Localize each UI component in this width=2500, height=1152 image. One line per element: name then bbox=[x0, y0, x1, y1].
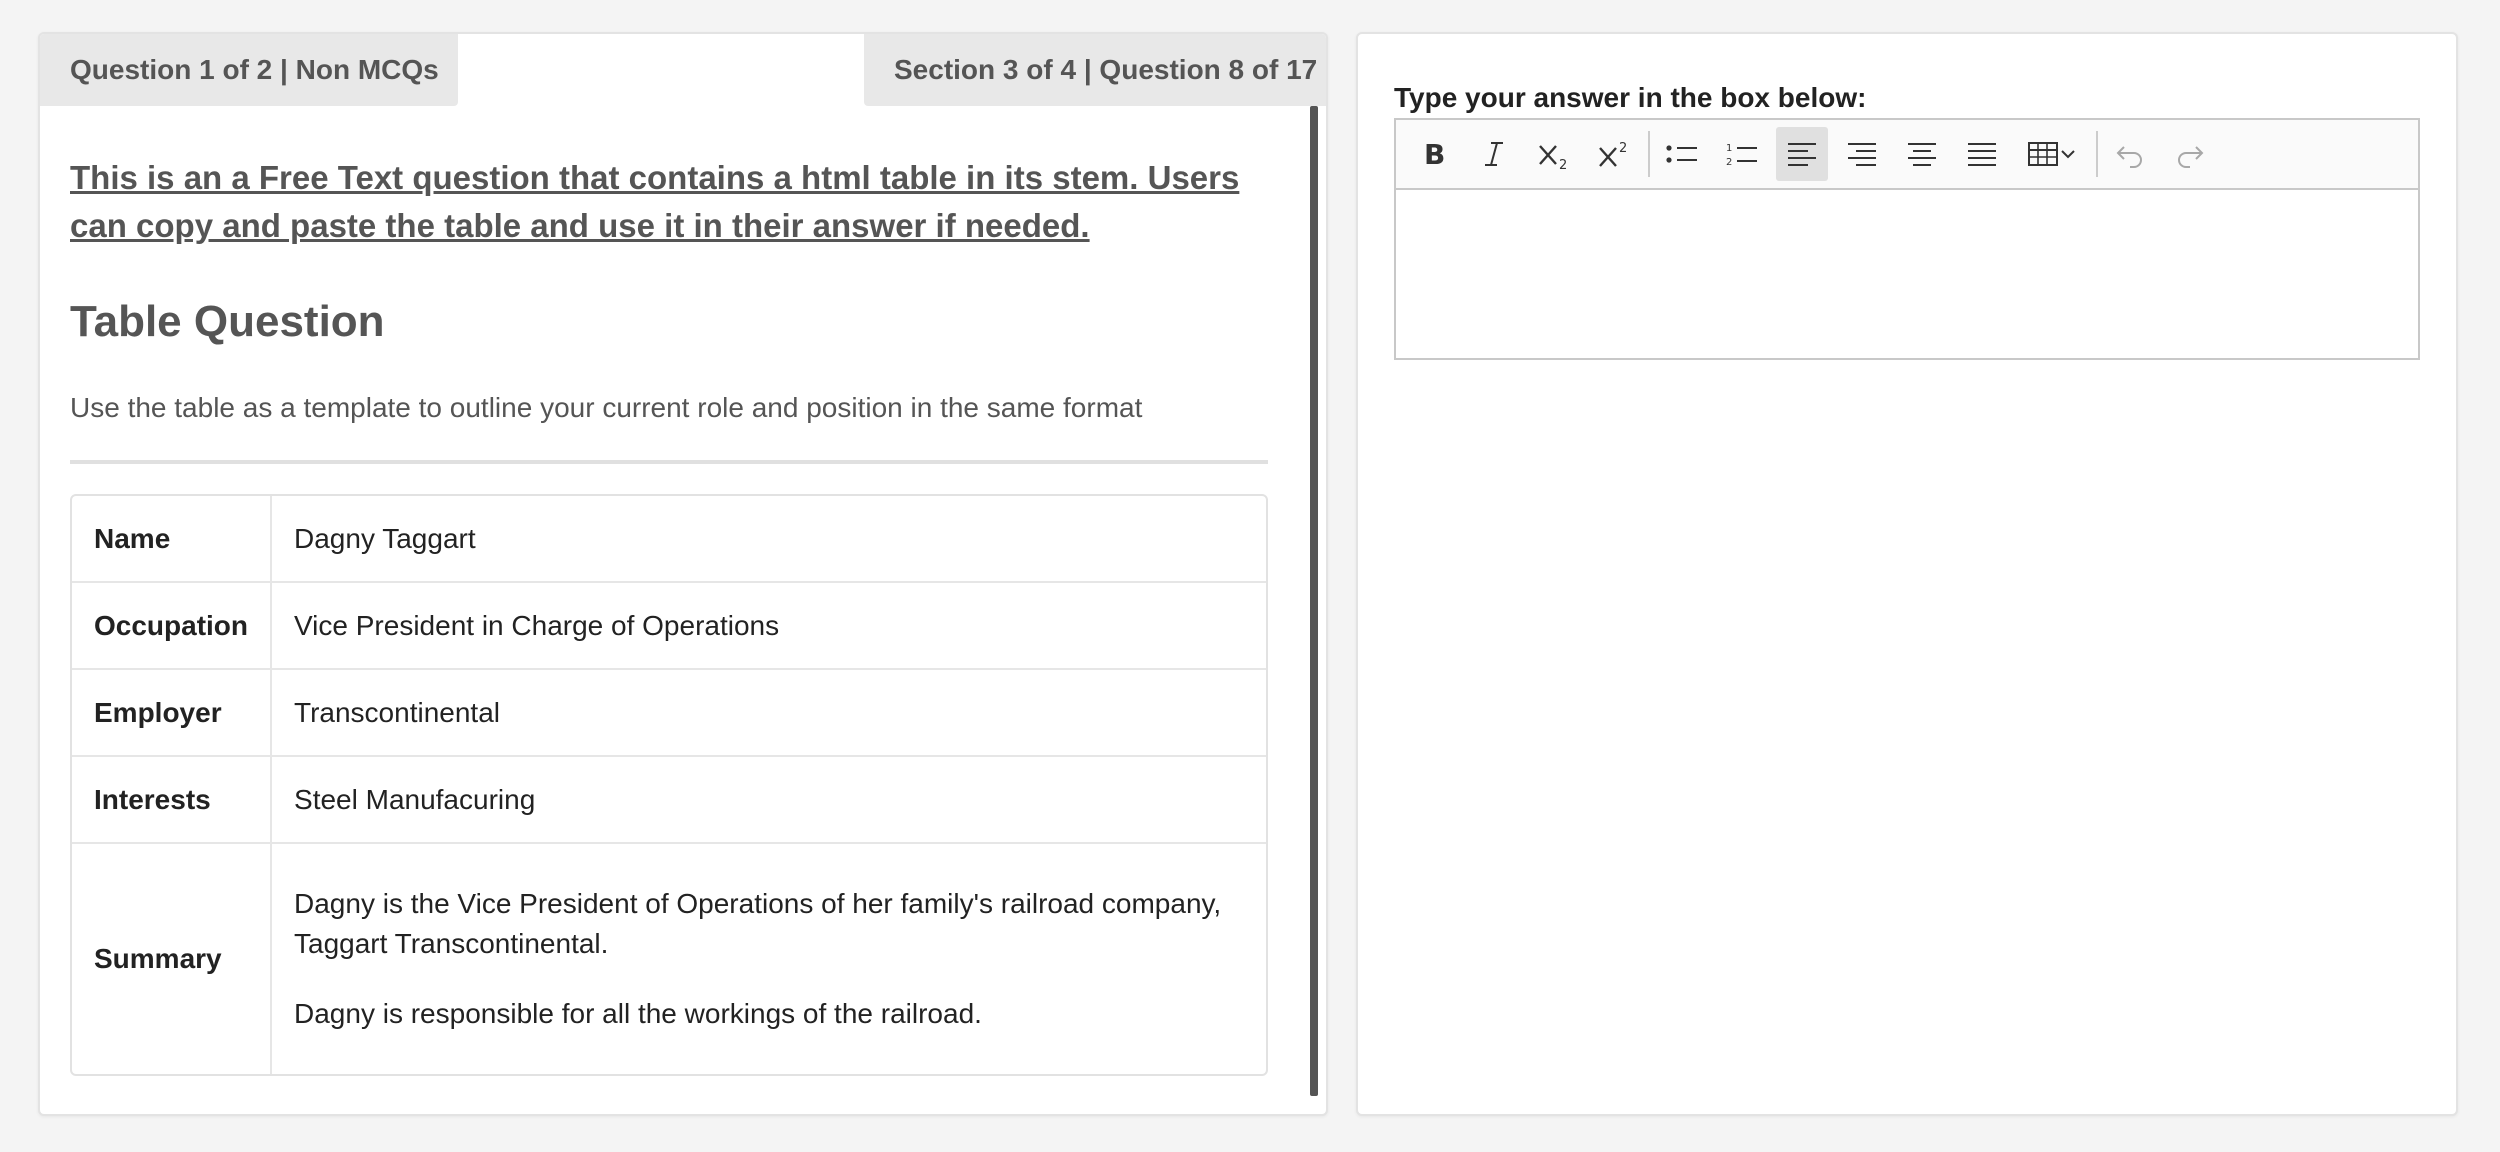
chevron-down-icon bbox=[2059, 146, 2077, 162]
question-instruction: Use the table as a template to outline your current role and position in the same format bbox=[70, 392, 1143, 423]
redo-button[interactable] bbox=[2164, 127, 2216, 181]
italic-icon bbox=[1479, 139, 1509, 169]
table-icon bbox=[2027, 139, 2059, 169]
table-value-name: Dagny Taggart bbox=[272, 496, 1266, 583]
italic-button[interactable] bbox=[1468, 127, 1520, 181]
table-label-employer: Employer bbox=[72, 670, 272, 757]
table-button[interactable] bbox=[2016, 127, 2088, 181]
table-heading: Table Question bbox=[70, 297, 385, 346]
bold-icon bbox=[1419, 139, 1449, 169]
toolbar-separator bbox=[1648, 131, 1650, 177]
align-justify-button[interactable] bbox=[1956, 127, 2008, 181]
table-value-summary bbox=[272, 844, 1266, 1074]
answer-panel bbox=[1356, 32, 2458, 1116]
subscript-icon bbox=[1536, 138, 1572, 170]
toolbar-separator bbox=[2096, 131, 2098, 177]
numbered-list-button[interactable] bbox=[1716, 127, 1768, 181]
rich-text-editor bbox=[1394, 118, 2420, 360]
summary-paragraph: Dagny is responsible for all the workings of the railroad. bbox=[294, 998, 982, 1029]
divider bbox=[70, 460, 1268, 464]
undo-button[interactable] bbox=[2104, 127, 2156, 181]
svg-text:2: 2 bbox=[1619, 141, 1628, 156]
table-value-employer: Transcontinental bbox=[272, 670, 1266, 757]
svg-text:B: B bbox=[1424, 139, 1446, 169]
align-center-icon bbox=[1906, 139, 1938, 169]
svg-text:1: 1 bbox=[1726, 143, 1733, 154]
svg-text:2: 2 bbox=[1559, 158, 1568, 170]
table-label-summary: Summary bbox=[72, 844, 272, 1074]
undo-icon bbox=[2114, 139, 2146, 169]
table-row bbox=[72, 670, 1266, 757]
align-center-button[interactable] bbox=[1896, 127, 1948, 181]
subscript-button[interactable] bbox=[1528, 127, 1580, 181]
align-right-button[interactable] bbox=[1836, 127, 1888, 181]
align-left-button[interactable] bbox=[1776, 127, 1828, 181]
superscript-button[interactable] bbox=[1588, 127, 1640, 181]
table-row bbox=[72, 496, 1266, 583]
answer-input[interactable] bbox=[1396, 190, 2418, 358]
question-stem: This is an a Free Text question that contains a html table in its stem. Users can copy and paste the table and use it in their answer if needed. bbox=[70, 159, 1240, 244]
question-counter-tab: Question 1 of 2 | Non MCQs bbox=[40, 34, 458, 106]
bullet-list-icon bbox=[1665, 139, 1699, 169]
question-scrollbar[interactable] bbox=[1310, 106, 1318, 1096]
table-row bbox=[72, 844, 1266, 1074]
table-value-occupation: Vice President in Charge of Operations bbox=[272, 583, 1266, 670]
numbered-list-icon bbox=[1725, 139, 1759, 169]
table-row bbox=[72, 583, 1266, 670]
align-right-icon bbox=[1846, 139, 1878, 169]
section-counter-tab: Section 3 of 4 | Question 8 of 17 bbox=[864, 34, 1326, 106]
table-label-occupation: Occupation bbox=[72, 583, 272, 670]
table-row bbox=[72, 757, 1266, 844]
bullet-list-button[interactable] bbox=[1656, 127, 1708, 181]
svg-text:2: 2 bbox=[1726, 157, 1733, 168]
question-content bbox=[70, 154, 1268, 1076]
bold-button[interactable] bbox=[1408, 127, 1460, 181]
editor-toolbar bbox=[1396, 120, 2418, 190]
superscript-icon bbox=[1596, 138, 1632, 170]
redo-icon bbox=[2174, 139, 2206, 169]
align-left-icon bbox=[1786, 139, 1818, 169]
answer-label: Type your answer in the box below: bbox=[1394, 82, 1867, 113]
summary-paragraph: Dagny is the Vice President of Operations of her family's railroad company, Taggart Transcontinental. bbox=[294, 888, 1222, 959]
align-justify-icon bbox=[1966, 139, 1998, 169]
question-panel bbox=[38, 32, 1328, 1116]
table-value-interests: Steel Manufacuring bbox=[272, 757, 1266, 844]
table-label-name: Name bbox=[72, 496, 272, 583]
table-label-interests: Interests bbox=[72, 757, 272, 844]
info-table bbox=[70, 494, 1268, 1076]
